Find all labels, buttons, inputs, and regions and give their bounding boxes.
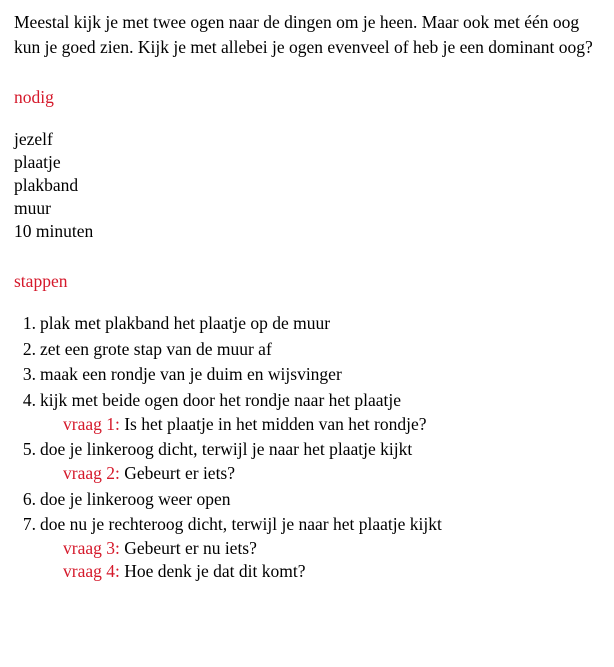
list-item: [14, 338, 600, 362]
step-text: maak een rondje van je duim en wijsvinger: [40, 364, 342, 385]
step-number: 7.: [22, 514, 36, 535]
steps-list: [14, 312, 600, 584]
materials-list: [14, 128, 600, 243]
intro-paragraph: Meestal kijk je met twee ogen naar de dingen om je heen. Maar ook met één oog kun je goed zien. Kijk je met allebei je ogen evenveel of heb je een dominant oog?: [14, 12, 593, 58]
step-text: doe nu je rechteroog dicht, terwijl je naar het plaatje kijkt: [40, 514, 442, 535]
question-label: vraag 4:: [63, 561, 120, 582]
list-item: [14, 488, 600, 512]
step-text: kijk met beide ogen door het rondje naar het plaatje: [40, 390, 402, 411]
step-number: 1.: [22, 313, 36, 334]
steps-heading: stappen: [14, 271, 68, 292]
list-item: [14, 438, 600, 485]
list-item: plaatje: [14, 151, 61, 172]
question-text: Gebeurt er nu iets?: [124, 537, 257, 558]
list-item: plakband: [14, 174, 79, 195]
question-text: Gebeurt er iets?: [124, 462, 236, 483]
question-1: [40, 413, 600, 437]
materials-heading: nodig: [14, 86, 54, 107]
list-item: [14, 389, 600, 436]
list-item: [14, 513, 600, 584]
step-number: 3.: [22, 364, 36, 385]
list-item: [14, 312, 600, 336]
step-text: zet een grote stap van de muur af: [40, 338, 272, 359]
question-4: [40, 560, 600, 584]
list-item: 10 minuten: [14, 221, 94, 242]
question-label: vraag 3:: [63, 537, 120, 558]
step-number: 2.: [22, 338, 36, 359]
list-item: [14, 363, 600, 387]
step-text: plak met plakband het plaatje op de muur: [40, 313, 331, 334]
question-2: [40, 462, 600, 486]
list-item: muur: [14, 198, 51, 219]
step-number: 5.: [22, 439, 36, 460]
list-item: jezelf: [14, 128, 53, 149]
question-text: Is het plaatje in het midden van het rondje?: [124, 413, 427, 434]
question-label: vraag 2:: [63, 462, 120, 483]
step-text: doe je linkeroog dicht, terwijl je naar het plaatje kijkt: [40, 439, 413, 460]
question-text: Hoe denk je dat dit komt?: [124, 561, 306, 582]
question-3: [40, 537, 600, 561]
step-number: 6.: [22, 488, 36, 509]
step-number: 4.: [22, 390, 36, 411]
question-label: vraag 1:: [63, 413, 120, 434]
step-text: doe je linkeroog weer open: [40, 488, 231, 509]
